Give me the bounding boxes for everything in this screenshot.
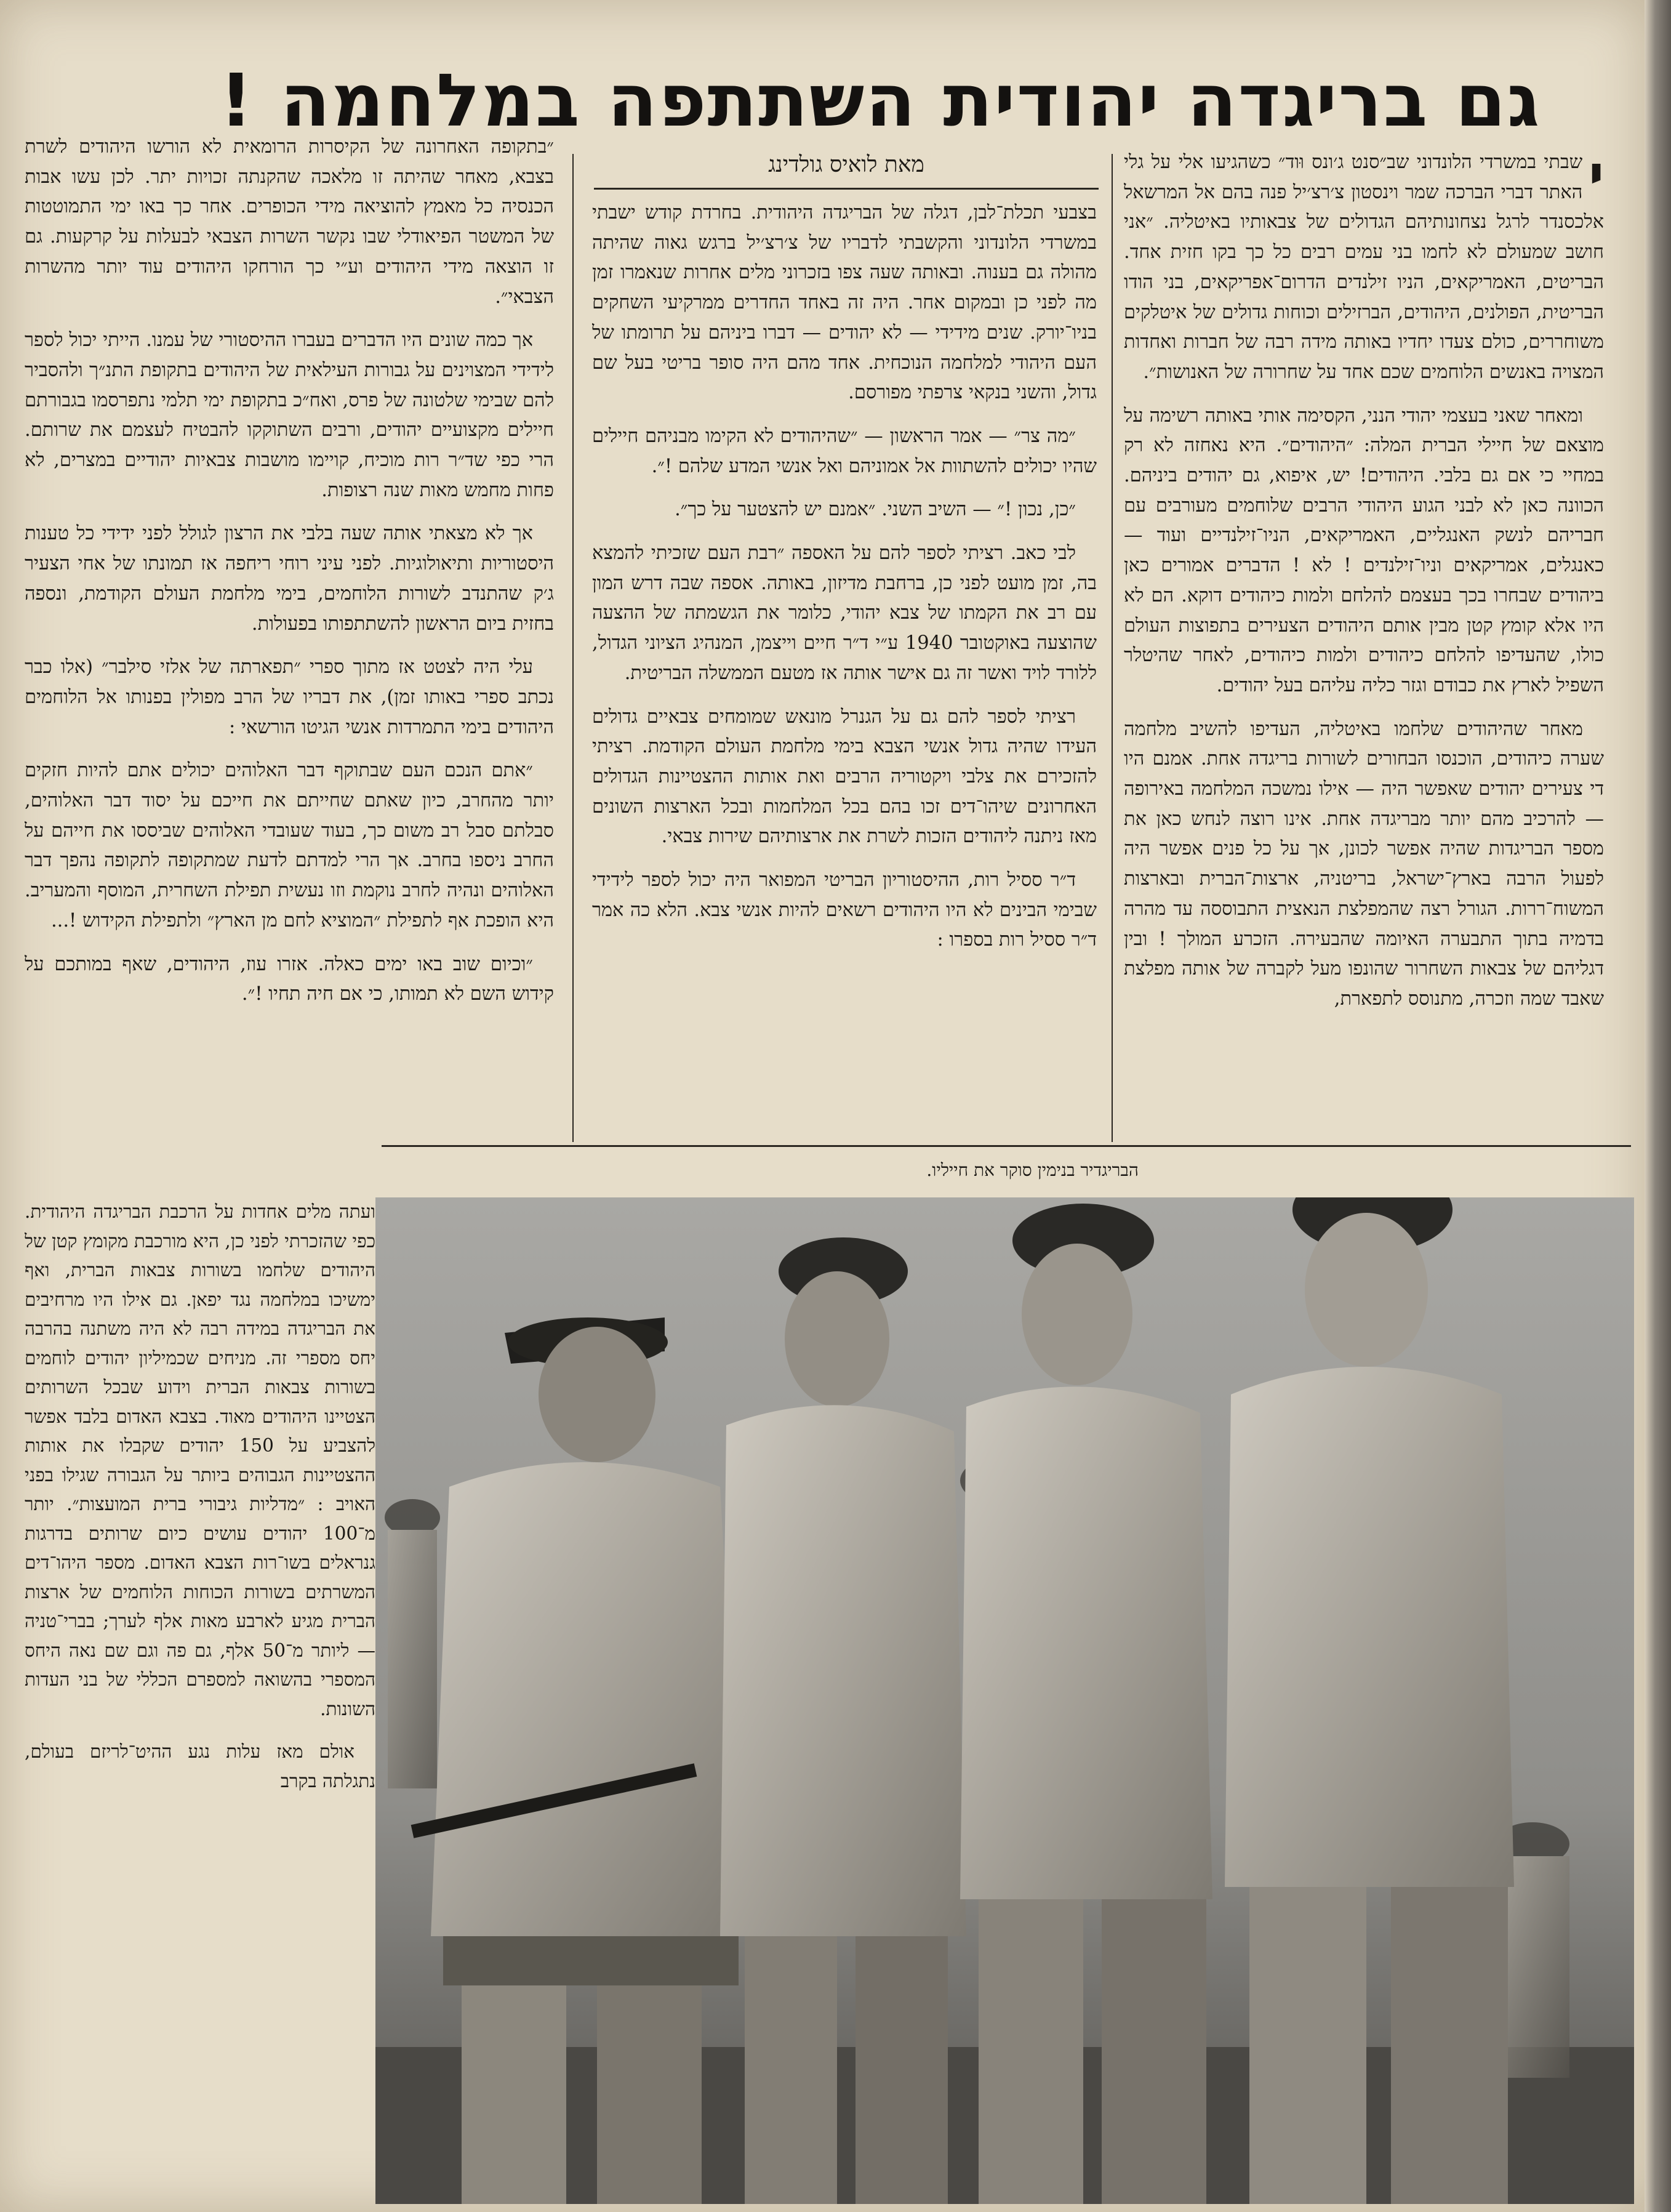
top-columns-rule: [382, 1145, 1631, 1147]
drop-cap: י: [1589, 148, 1604, 204]
byline-rule: [594, 188, 1099, 190]
article-headline: גם בריגדה יהודית השתתפה במלחמה !: [219, 58, 1541, 143]
paragraph: ועתה מלים אחדות על הרכבת הבריגדה היהודית. כפי שהזכרתי לפני כן, היא מורכבת מקומץ קטן של היהודים שלחמו בשורות צבאות הברית, ואף ימשיכו במלחמה נגד יפאן. גם אילו היו מרחיבים את הבריגדה במידה רבה לא היה משתנה בהרבה יחס מספרי זה. מניחים שכמיליון יהודים לוחמים בשורות צבאות הברית וידוע שבכל השרותים הצטיינו היהודים מאוד. בצבא האדום בלבד אפשר להצביע על 150 יהודים שקבלו את אותות ההצטיינות הגבוהים ביותר על הגבורה שגילו בפני האויב : ״מדליות גיבורי ברית המועצות״. יותר מ־100 יהודים עושים כיום שרותים בדרגות גנראלים בשו־רות הצבא האדום. מספר היהו־דים המשרתים בשורות הכוחות הלוחמים של ארצות הברית מגיע לארבע מאות אלף לערך; בברי־טניה — ליותר מ־50 אלף, גם פה וגם שם נאה היחס המספרי בהשואה למספרם הכללי של בני העדות השונות.: [25, 1201, 375, 1719]
paragraph: אך לא מצאתי אותה שעה בלבי את הרצון לגולל לפני ידידי כל טענות היסטוריות ותיאולוגיות. לפני עיני רוחי ריחפה אז תמונתו של אחי הצעיר ג׳ק שהתנדב לשורות הלוחמים, בימי מלחמת העולם הקודמת, ונספה בחזית ביום הראשון להשתתפותו בפעולות.: [25, 523, 554, 635]
column-divider-left: [572, 154, 574, 1142]
paragraph: לבי כאב. רציתי לספר להם על האספה ״רבת העם שזכיתי להמצא בה, זמן מועט לפני כן, ברחבת מדיזון, באותה. אספה שבה דרש המון עם רב את הקמתו של צבא יהודי, כלומר את הגשמתה של ההצעה שהוצעה באוקטובר 1940 ע״י ד״ר חיים וייצמן, המנהיג הציוני הגדול, ללורד לויד ואשר זה גם אישר אותה אז מטעם הממשלה הבריטית.: [592, 542, 1097, 684]
photo-caption: הבריגדיר בנימין סוקר את חייליו.: [926, 1160, 1139, 1180]
paragraph: ״אתם הנכם העם שבתוקף דבר האלוהים יכולים אתם להיות חזקים יותר מהחרב, כיון שאתם שחייתם את חייכם על יסוד דבר האלוהים, סבלתם סבל רב משום כך, בעוד שעובדי האלוהים שביססו את חייהם על החרב ניספו בחרב. אך הרי למדתם לדעת שמתקופה לתקופה נהפך דבר האלוהים ונהיה לחרב נוקמת וזו נעשית תפילת השחרית, המוסף והמעריב. היא הופכת אף לתפילת ״המוציא לחם מן הארץ״ ולתפילת הקידוש !...: [25, 760, 554, 931]
paragraph: מאחר שהיהודים שלחמו באיטליה, העדיפו להשיב מלחמה שערה כיהודים, הוכנסו הבחורים לשורות בריגדה אחת. אמנם היו די צעירים יהודים שאפשר היה — אילו נמשכה המלחמה באירופה — להרכיב מהם יותר מבריגדה אחת. אינו רוצה לנחש כאן את מספר הבריגדות שהיה אפשר לכונן, אך על כל פנים אפשר היה לפעול הרבה בארץ־ישראל, בריטניה, ארצות־הברית ובארצות המשוח־ררות. הגורל רצה שהמפלצת הנאצית התבוססה עד מהרה בדמיה בתוך התבערה האיומה שהבעירה. הזכרע המולך ! ובין דגליהם של צבאות השחרור שהונפו מעל לקברה של אותה מפלצת שאבד שמה וזכרה, מתנוסס לתפארת,: [1124, 718, 1604, 1010]
column-divider-right: [1112, 154, 1113, 1142]
paragraph: ״וכיום שוב באו ימים כאלה. אזרו עוז, היהודים, שאף במותכם על קידוש השם לא תמותו, כי אם חיה תחיו !״.: [25, 953, 554, 1005]
paragraph: ד״ר ססיל רות, ההיסטוריון הבריטי המפואר היה יכול לספר לידידי שבימי הבינים לא היו היהודים רשאים להיות אנשי צבא. הלא כה אמר ד״ר ססיל רות בספרו :: [592, 869, 1097, 951]
paragraph: אולם מאז עלות נגע ההיט־לריזם בעולם, נתגלתה בקרב: [25, 1741, 375, 1792]
paragraph: ומאחר שאני בעצמי יהודי הנני, הקסימה אותי באותה רשימה על מוצאם של חיילי הברית המלה: ״היהודים״. היא נאחזה לא רק במחיי כי אם גם בלבי. היהודים! יש, איפוא, גם יהודים ביניהם. הכוונה כאן לא לבני הגוע היהודי הרבים שלוחמים מעורבים עם חבריהם לנשק האנגליים, האמריקאים, הניו־זילנדיים ועוד — כאנגלים, אמריקאים וניו־זילנדים ! לא ! הדברים אמורים כאן ביהודים שבחרו בכך בעצמם להלחם ולמות כיהודים דוקא. הם לא היו אלא קומץ קטן מבין אותם היהודים הצעירים בתפוצות העולם כולו, שהעדיפו להלחם כיהודים ולמות כיהודים, לאחר שהיטלר השפיל לארץ את כבודם וגזר כליה עליהם בעל יהודים.: [1124, 404, 1604, 696]
column-right: [1124, 148, 1604, 1144]
column-middle: [592, 198, 1097, 1144]
brigade-inspection-photo: [375, 1197, 1634, 2204]
column-left: [25, 132, 554, 1194]
paragraph: ״בתקופה האחרונה של הקיסרות הרומאית לא הורשו היהודים לשרת בצבא, מאחר שהיתה זו מלאכה שהקנתה זכויות יתר. לכן עשו אבות הכנסיה כל מאמץ להוציאה מידי הכופרים. אחר כך באו ימי התמוטטות של המשטר הפיאודלי שבו נקשר השרות הצבאי לבעלות על קרקעות. גם זו הוצאה מידי היהודים וע״י כך הורחקו היהודים עוד יותר מהשרות הצבאי״.: [25, 136, 554, 308]
paragraph: שבתי במשרדי הלונדוני שב״סנט ג׳ונס וּוד״ כשהגיעו אלי על גלי האתר דברי הברכה שמר וינסטון צ׳רצ׳יל פנה בהם אל המרשאל אלכסנדר לרגל נצחונותיהם הגדולים של צבאותיו באיטליה. ״אני חושב שמעולם לא לחמו בני עמים רבים כל כך בקו חזית אחד. הבריטים, האמריקאים, הניו זילנדים הדרום־אפריקאים, בני הודו הבריטית, הפולנים, היהודים, הברזילים וכוחות גדולים של איטלקים משוחררים, כולם צעדו יחדיו באותה מידה רבה של חברות ואחדות המצויה באנשים הלוחמים שכם אחד על שחרורה של האנושות״.: [1124, 151, 1604, 383]
column-bottom-left: [25, 1197, 375, 2195]
photo-illustration: [375, 1197, 1634, 2204]
paragraph: בצבעי תכלת־לבן, דגלה של הבריגדה היהודית. בחרדת קודש ישבתי במשרדי הלונדוני והקשבתי לדבריו של צ׳רצ׳יל ברגש גאוה שהיתה מהולה גם בענוה. ובאותה שעה צפו בזכרוני מלים אחרות שנאמרו זמן מה לפני כן ובמקום אחר. היה זה באחד החדרים ממרקיעי השחקים בניו־יורק. שנים מידידי — לא יהודים — דברו ביניהם על תרומתו של העם היהודי למלחמה הנוכחית. אחד מהם היה סופר בריטי בעל שם גדול, והשני בנקאי צרפתי מפורסם.: [592, 202, 1097, 404]
paragraph: עלי היה לצטט אז מתוך ספרי ״תפארתה של אלזי סילבר״ (אלו כבר נכתב ספרי באותו זמן), את דבריו של הרב מפולין בפנותו אל הלוחמים היהודים בימי התמרדות אנשי הגיטו הורשאי :: [25, 656, 554, 738]
paragraph: ״כן, נכון !״ — השיב השני. ״אמנם יש להצטער על כך״.: [675, 499, 1076, 521]
paragraph: אך כמה שונים היו הדברים בעברו ההיסטורי של עמנו. הייתי יכול לספר לידידי המצוינים על גבורות העילאית של היהודים בתקופת התנ״ך ולהסביר להם שבימי שלטונה של פרס, ואח״כ בתקופת ימי תלמי נתפרסמו בגבורתם חיילים מקצועיים יהודים, ורבים השתוקקו להבטיח לעצמם את שרותם. הרי כפי שד״ר רות מוכיח, קויימו מושבות צבאיות יהודיים במצרים, לא פחות מחמש מאות שנה רצופות.: [25, 329, 554, 501]
paragraph: ״מה צר״ — אמר הראשון — ״שהיהודים לא הקימו מבניהם חיילים שהיו יכולים להשתוות אל אמוניהם ואל אנשי המדע שלהם !״.: [592, 425, 1097, 477]
paragraph: רציתי לספר להם גם על הגנרל מונאש שמומחים צבאיים גדולים העידו שהיה גדול אנשי הצבא בימי מלחמת העולם הקודמת. רציתי להזכירם את צלבי ויקטוריה הרבים ואת אותות ההצטיינות הגדולים האחרונים שיהו־דים זכו בהם בכל המלחמות ובכל הארצות השונים מאז ניתנה ליהודים הזכות לשרת את ארצותיהם שירות צבאי.: [592, 706, 1097, 848]
article-byline: מאת לואיס גולדינג: [768, 152, 924, 177]
page-edge: [1645, 0, 1671, 2212]
